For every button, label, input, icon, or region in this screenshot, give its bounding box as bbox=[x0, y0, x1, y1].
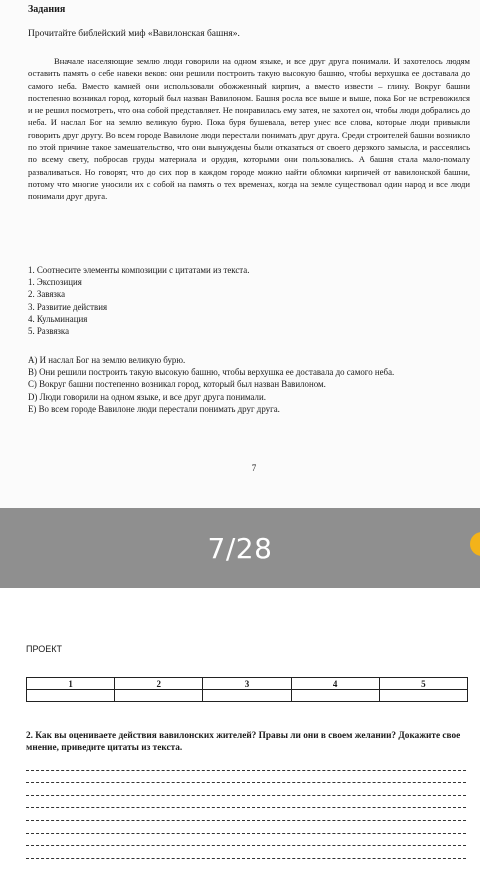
project-label: ПРОЕКТ bbox=[26, 644, 63, 654]
table-answer-cell[interactable] bbox=[291, 690, 379, 702]
table-answer-row bbox=[27, 690, 468, 702]
composition-item: 1. Экспозиция bbox=[28, 277, 82, 288]
answer-table bbox=[26, 677, 468, 702]
table-answer-cell[interactable] bbox=[115, 690, 203, 702]
table-answer-cell[interactable] bbox=[379, 690, 467, 702]
answer-line bbox=[26, 771, 466, 784]
table-answer-cell[interactable] bbox=[203, 690, 291, 702]
question-1 bbox=[28, 264, 470, 337]
section-header: Задания bbox=[28, 4, 66, 15]
answer-line bbox=[26, 783, 466, 796]
document-page-2 bbox=[0, 588, 480, 872]
answer-line bbox=[26, 808, 466, 821]
answer-line bbox=[26, 758, 466, 771]
composition-item: 2. Завязка bbox=[28, 289, 66, 300]
table-answer-cell[interactable] bbox=[27, 690, 115, 702]
page-counter: 7/28 bbox=[207, 532, 273, 565]
question-1-title: 1. Соотнесите элементы композиции с цитатами из текста. bbox=[28, 265, 250, 275]
answer-lines bbox=[26, 758, 466, 859]
composition-item: 5. Развязка bbox=[28, 326, 70, 337]
quote-option: A) И наслал Бог на землю великую бурю. bbox=[28, 355, 186, 365]
table-header-row bbox=[27, 678, 468, 690]
table-header-cell: 1 bbox=[27, 678, 115, 690]
page-number: 7 bbox=[251, 463, 257, 473]
intro-instruction: Прочитайте библейский миф «Вавилонская башня». bbox=[28, 29, 240, 39]
story-text: Вначале населяющие землю люди говорили на одном языке, и все друг друга понимали. И захотелось людям оставить память о себе навеки веков: они решили построить такую высокую башню, чтобы верхушка ее доставала до самого неба. Вместо камней они использовали обожженный кирпич, а вместо извести – глину. Вокруг башни постепенно возникал город, который был назван Вавилоном. Башня росла все выше и выше, пока Бог не встревожился и не решил посмотреть, что она собой представляет. Не понравилась ему затея, не захотел он, чтобы люди добрались до неба. И наслал Бог на землю великую бурю. Пока буря бушевала, ветер унес все слова, которые люди привыкли говорить друг другу. Во всем городе Вавилоне люди перестали понимать друг друга. Среди строителей башни возникло по этой причине такое замешательство, что они вынуждены были отказаться от своего дерзкого замысла, и рассеялись по всему свету, побросав груды материала и орудия, которыми они пользовались. А башня стала мало-помалу разваливаться. Но говорят, что до сих пор в каждом городе можно найти обломки кирпичей от вавилонской башни, потому что многие уносили их с собой на память о тех временах, когда на земле существовал один народ и все люди понимали друг друга. bbox=[28, 56, 470, 202]
question-2: 2. Как вы оцениваете действия вавилонских жителей? Правы ли они в своем желании? Докажите свое мнение, приведите цитаты из текста. bbox=[26, 731, 461, 753]
table-header-cell: 4 bbox=[291, 678, 379, 690]
answer-line bbox=[26, 821, 466, 834]
quote-options bbox=[28, 354, 470, 415]
quote-option: C) Вокруг башни постепенно возникал город, который был назван Вавилоном. bbox=[28, 379, 326, 390]
quote-option: E) Во всем городе Вавилоне люди перестали понимать друг друга. bbox=[28, 403, 280, 414]
table-header-cell: 2 bbox=[115, 678, 203, 690]
viewer-page-separator bbox=[0, 508, 480, 588]
answer-line bbox=[26, 846, 466, 859]
composition-item: 3. Развитие действия bbox=[28, 301, 108, 312]
table-header-cell: 5 bbox=[379, 678, 467, 690]
composition-item: 4. Кульминация bbox=[28, 313, 88, 324]
answer-line bbox=[26, 796, 466, 809]
quote-option: D) Люди говорили на одном языке, и все друг друга понимали. bbox=[28, 391, 266, 402]
table-header-cell: 3 bbox=[203, 678, 291, 690]
answer-line bbox=[26, 834, 466, 847]
quote-option: B) Они решили построить такую высокую башню, чтобы верхушка ее доставала до самого неба. bbox=[28, 367, 395, 378]
